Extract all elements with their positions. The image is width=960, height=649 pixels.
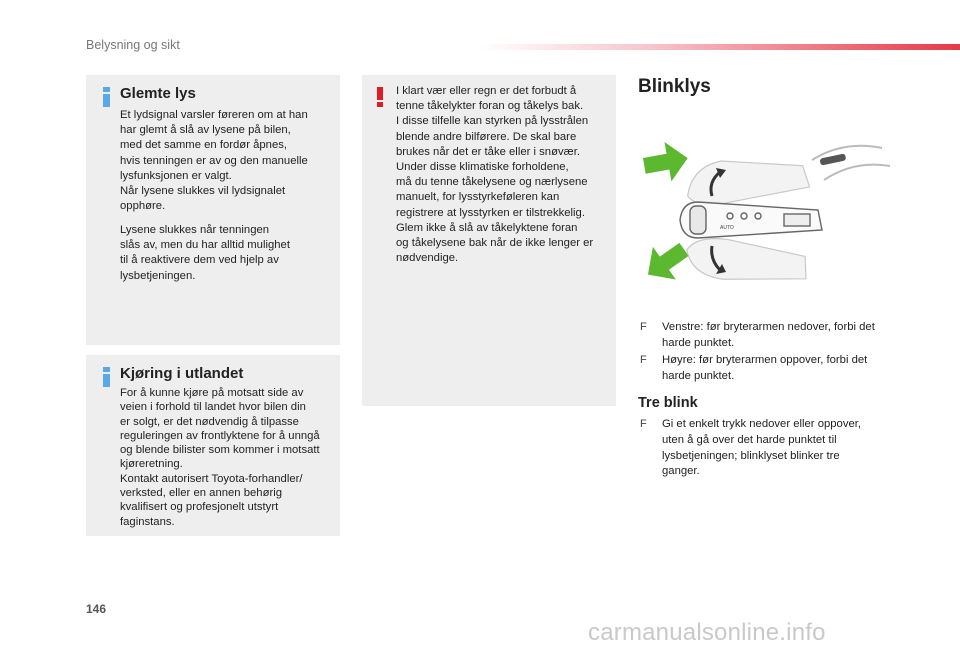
section-title-blinklys: Blinklys (638, 76, 711, 97)
info-box-glemte-lys (86, 75, 340, 345)
info-box-kjoring-i-utlandet (86, 355, 340, 536)
auto-label: AUTO (720, 225, 734, 231)
box-title-kjoring: Kjøring i utlandet (120, 365, 244, 382)
list-item (640, 320, 900, 351)
list-item (640, 353, 900, 384)
bullet-text: Gi et enkelt trykk nedover eller oppover, uten å gå over det harde punktet til lysbetjeningen; blinklyset blinker tre ganger. (662, 418, 862, 478)
stalk-main (680, 202, 822, 238)
blinklys-bullet-list (640, 320, 900, 384)
bullet-text: Venstre: før bryterarmen nedover, forbi det harde punktet. (662, 321, 875, 349)
glemte-lys-paragraph-1: Et lydsignal varsler føreren om at han har glemt å slå av lysene på bilen, med det samme en fordør åpnes, hvis tenningen er av og den manuelle lysfunksjonen er valgt. Når lysene slukkes vil lydsignalet opphøre. (120, 109, 308, 213)
warning-paragraph: I klart vær eller regn er det forbudt å tenne tåkelykter foran og tåkelys bak. I disse tilfelle kan styrken på lysstrålen blende andre bilførere. De skal bare brukes når det er tåke eller i snøvær. Under disse klimatiske forholdene, må du tenne tåkelysene og nærlysene manuelt, for lysstyrkeføleren kan registrere at lysstyrken er tilstrekkelig. Glem ikke å slå av tåkelyktene foran og tåkelysene bak når de ikke lenger er nødvendige. (396, 85, 594, 265)
info-icon (102, 367, 111, 387)
box-title-glemte-lys: Glemte lys (120, 85, 196, 102)
watermark: carmanualsonline.info (588, 619, 826, 646)
header-accent-bar (480, 44, 960, 50)
stalk-down-ghost (684, 234, 810, 291)
bullet-mark: F (640, 354, 647, 366)
tre-blink-bullet-list (640, 417, 900, 480)
green-arrow-left-icon (637, 233, 696, 291)
list-item (640, 417, 900, 480)
page-number: 146 (86, 602, 107, 616)
bullet-mark: F (640, 418, 647, 430)
subsection-title-tre-blink: Tre blink (638, 395, 698, 411)
warning-box-takelys (362, 75, 616, 406)
stalk-up-ghost (684, 149, 811, 208)
bullet-mark: F (640, 321, 647, 333)
glemte-lys-paragraph-2: Lysene slukkes når tenningen slås av, men du har alltid mulighet til å reaktivere dem ved hjelp av lysbetjeningen. (120, 224, 290, 282)
turn-signal-stalk-figure (634, 130, 894, 310)
kjoring-paragraph: For å kunne kjøre på motsatt side av veien i forhold til landet hvor bilen din er solgt, er det nødvendig å tilpasse reguleringen av frontlyktene for å unngå og blende bilister som kommer i motsatt kjøreretning. Kontakt autorisert Toyota-forhandler/ verksted, eller en annen behørig kvalifisert og profesjonelt utstyrt faginstans. (120, 387, 320, 528)
bullet-text: Høyre: før bryterarmen oppover, forbi det harde punktet. (662, 354, 868, 382)
green-arrow-right-icon (641, 138, 691, 185)
warning-icon (376, 87, 384, 107)
section-header: Belysning og sikt (86, 38, 180, 52)
info-icon (102, 87, 111, 107)
